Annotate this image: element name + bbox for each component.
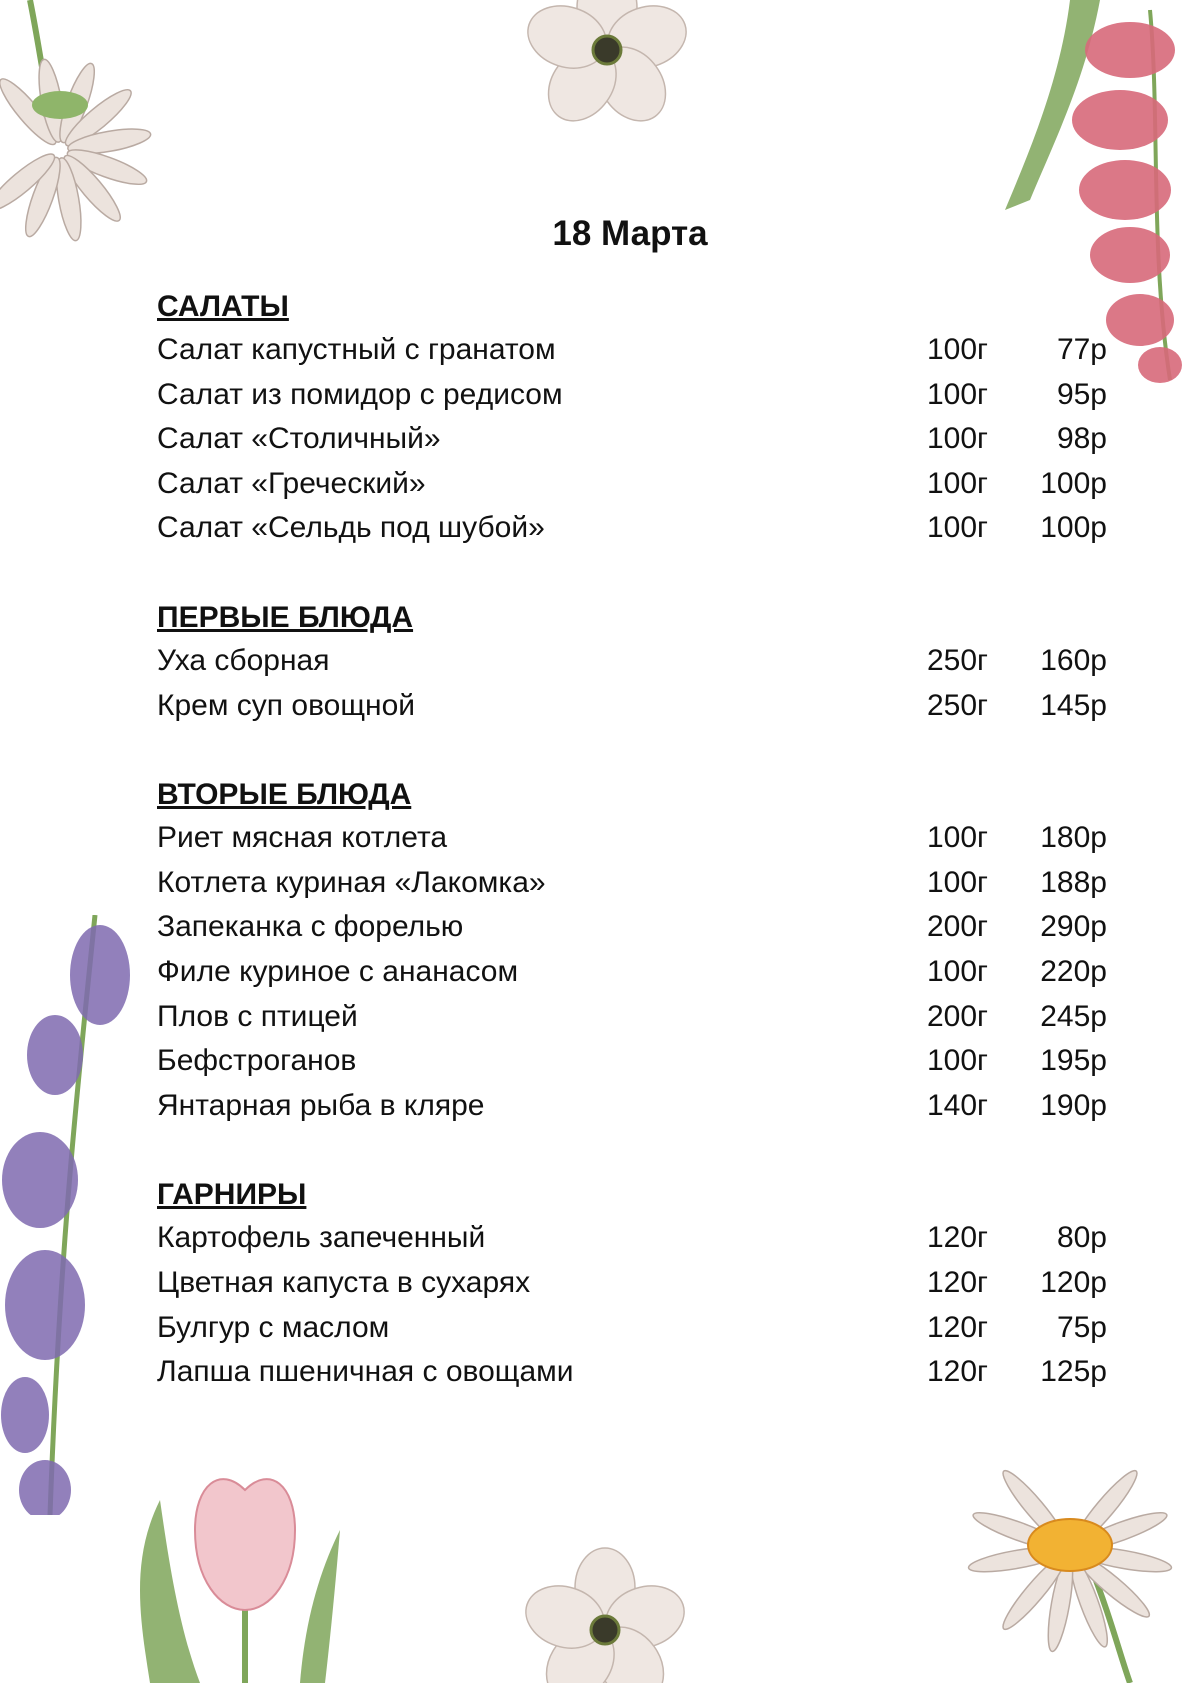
menu-item-price: 145р — [1040, 688, 1107, 722]
menu-item-weight: 250г — [927, 688, 988, 722]
menu-item-price: 75р — [1056, 1310, 1107, 1344]
menu-item-price: 195р — [1040, 1044, 1107, 1078]
menu-item-weight: 100г — [927, 333, 988, 366]
menu-item-price: 180р — [1040, 821, 1107, 855]
menu-item — [157, 1039, 1107, 1084]
menu-item — [157, 328, 1107, 373]
anemone-bottom-center-illustration — [510, 1535, 700, 1683]
menu-item-name: Салат «Столичный» — [157, 422, 441, 456]
section-title: ГАРНИРЫ — [157, 1178, 307, 1212]
menu-item-name: Филе куриное с ананасом — [157, 954, 519, 988]
tulip-bottom-left-illustration — [120, 1470, 360, 1683]
menu-item — [157, 1216, 1107, 1261]
menu-item-price: 98р — [1056, 422, 1107, 456]
menu-item-weight: 120г — [927, 1221, 988, 1255]
menu-item — [157, 1306, 1107, 1351]
menu-item-name: Цветная капуста в сухарях — [157, 1265, 531, 1299]
menu-item-weight: 100г — [927, 865, 988, 899]
menu-item-name: Бефстроганов — [157, 1044, 357, 1078]
menu-item-weight: 100г — [927, 511, 988, 545]
menu-item-price: 220р — [1040, 954, 1107, 988]
menu-item — [157, 950, 1107, 995]
menu-item-price: 188р — [1040, 865, 1107, 899]
menu-item-name: Риет мясная котлета — [157, 821, 448, 855]
menu-item-price: 77р — [1056, 333, 1107, 366]
menu-item-weight: 100г — [927, 954, 988, 988]
daisy-bottom-right-illustration — [940, 1455, 1190, 1683]
menu-item-price: 160р — [1040, 643, 1107, 677]
menu-item-weight: 100г — [927, 377, 988, 411]
menu-item — [157, 905, 1107, 950]
menu-item — [157, 373, 1107, 418]
menu-item-name: Янтарная рыба в кляре — [157, 1088, 485, 1122]
menu-item — [157, 816, 1107, 861]
menu-item — [157, 1084, 1107, 1129]
menu-item-weight: 140г — [927, 1088, 988, 1122]
menu-item-weight: 100г — [927, 422, 988, 456]
menu-item-weight: 200г — [927, 999, 988, 1033]
menu-item — [157, 462, 1107, 507]
menu-item-name: Лапша пшеничная с овощами — [157, 1355, 574, 1389]
menu-item-name: Салат «Греческий» — [157, 466, 426, 500]
menu-item-price: 290р — [1040, 910, 1107, 944]
menu-item-weight: 100г — [927, 821, 988, 855]
menu-item-price: 190р — [1040, 1088, 1107, 1122]
section-title: ПЕРВЫЕ БЛЮДА — [157, 600, 414, 634]
menu-item-name: Котлета куриная «Лакомка» — [157, 865, 546, 899]
lavender-left-illustration — [0, 915, 150, 1515]
menu-item — [157, 1261, 1107, 1306]
menu-item — [157, 861, 1107, 906]
menu-item — [157, 684, 1107, 729]
menu-section — [157, 597, 1107, 728]
menu-item-weight: 100г — [927, 1044, 988, 1078]
menu-item-name: Салат «Сельдь под шубой» — [157, 511, 545, 545]
menu-item-price: 125р — [1040, 1355, 1107, 1389]
menu-item-weight: 250г — [927, 643, 988, 677]
menu-item-price: 80р — [1056, 1221, 1107, 1255]
menu-section — [157, 774, 1107, 1128]
menu-item-name: Уха сборная — [157, 643, 330, 677]
page-title: 18 Марта — [552, 214, 708, 253]
section-title: САЛАТЫ — [157, 290, 289, 323]
menu-item-price: 120р — [1040, 1265, 1107, 1299]
menu-item-name: Булгур с маслом — [157, 1310, 390, 1344]
menu-item-weight: 200г — [927, 910, 988, 944]
menu-item-weight: 120г — [927, 1265, 988, 1299]
menu-section — [157, 286, 1107, 551]
menu-item-name: Салат из помидор с редисом — [157, 377, 563, 411]
menu-section — [157, 1174, 1107, 1394]
menu-item-weight: 100г — [927, 466, 988, 500]
menu-item — [157, 639, 1107, 684]
menu-item-weight: 120г — [927, 1310, 988, 1344]
menu-item — [157, 1350, 1107, 1395]
anemone-top-center-illustration — [515, 0, 695, 150]
menu-item-name: Крем суп овощной — [157, 688, 416, 722]
menu-item — [157, 417, 1107, 462]
menu-item — [157, 506, 1107, 551]
menu-item-weight: 120г — [927, 1355, 988, 1389]
menu-item-name: Картофель запеченный — [157, 1221, 486, 1255]
menu-item-price: 245р — [1040, 999, 1107, 1033]
menu-item — [157, 995, 1107, 1040]
section-title: ВТОРЫЕ БЛЮДА — [157, 778, 412, 812]
menu-item-name: Запеканка с форелью — [157, 910, 464, 944]
menu-item-name: Салат капустный с гранатом — [157, 333, 556, 366]
menu-item-price: 100р — [1040, 466, 1107, 500]
menu-item-price: 95р — [1056, 377, 1107, 411]
menu-item-name: Плов с птицей — [157, 999, 358, 1033]
menu-list — [157, 286, 1107, 1441]
menu-item-price: 100р — [1040, 511, 1107, 545]
